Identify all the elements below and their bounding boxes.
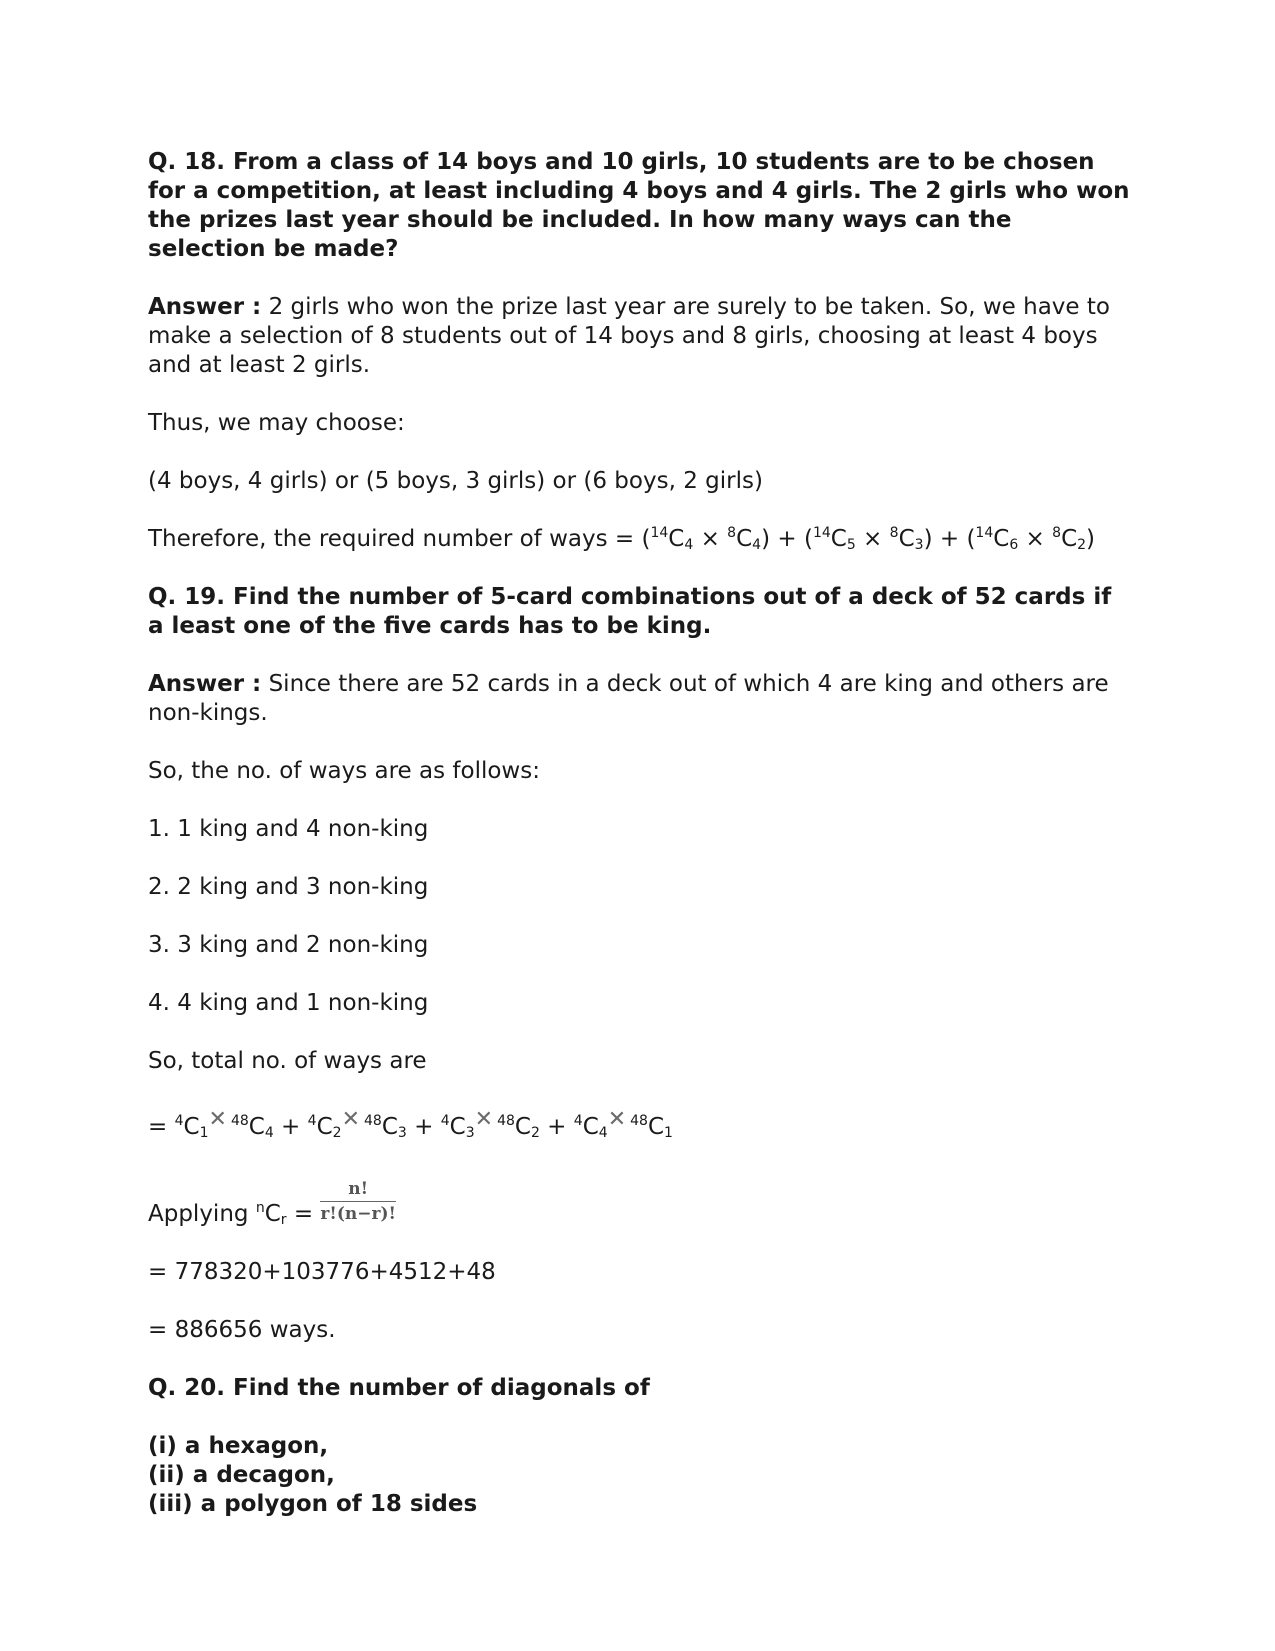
q19-answer-label: Answer : xyxy=(148,671,262,697)
q18-options-line: (4 boys, 4 girls) or (5 boys, 3 girls) or (6 boys, 2 girls) xyxy=(148,468,763,494)
q19-expression: = $^4C_1✕$ $^{48}C_4$ + $^4C_2✕$ $^{48}C_3$ + $^4C_3✕$ $^{48}C_2$ + $^4C_4✕$ $^{48}C_1$ xyxy=(148,1107,673,1141)
q19-applying-line: Applying $^nC_r$ = $\frac{n!}{r!(n-r)!}$ xyxy=(148,1179,396,1228)
fraction-numerator: n! xyxy=(320,1179,396,1202)
q19-sum-line: = 778320+103776+4512+48 xyxy=(148,1259,496,1285)
fraction-denominator: r!(n−r)! xyxy=(320,1204,396,1224)
q18-therefore-text: Therefore, the required number of ways = xyxy=(148,526,642,552)
q18-formula: $(^{14}C_4 \times ^8C_4) + (^{14}C_5 \times ^8C_3) + (^{14}C_6 \times ^8C_2)$ xyxy=(641,525,1096,553)
multiply-icon: ✕ xyxy=(474,1107,494,1132)
multiply-icon: ✕ xyxy=(208,1107,227,1132)
q19-item-4: 4. 4 king and 1 non-king xyxy=(148,990,429,1016)
combination-formula-fraction xyxy=(320,1179,396,1224)
q18-answer-label: Answer : xyxy=(148,294,262,320)
q19-question: Q. 19. Find the number of 5-card combinations out of a deck of 52 cards if a least one of the five cards has to be king. xyxy=(148,584,1112,639)
q19-total-line: So, total no. of ways are xyxy=(148,1048,427,1074)
q20-question: Q. 20. Find the number of diagonals of xyxy=(148,1375,650,1401)
q18-answer xyxy=(148,293,1133,380)
q19-item-2: 2. 2 king and 3 non-king xyxy=(148,874,429,900)
q20-part-1: (i) a hexagon, xyxy=(148,1433,329,1459)
q19-answer-text: Since there are 52 cards in a deck out of which 4 are king and others are non-kings. xyxy=(148,671,1109,726)
q20-part-3: (iii) a polygon of 18 sides xyxy=(148,1491,478,1517)
q18-answer-text: 2 girls who won the prize last year are surely to be taken. So, we have to make a selection of 8 students out of 14 boys and 8 girls, choosing at least 4 boys and at least 2 girls. xyxy=(148,294,1110,378)
q19-item-3: 3. 3 king and 2 non-king xyxy=(148,932,429,958)
q18-question: Q. 18. From a class of 14 boys and 10 girls, 10 students are to be chosen for a competition, at least including 4 boys and 4 girls. The 2 girls who won the prizes last year should be included. In how many ways can the selection be made? xyxy=(148,149,1130,262)
q19-item-1: 1. 1 king and 4 non-king xyxy=(148,816,429,842)
page-content xyxy=(148,148,1133,1519)
q18-thus-line: Thus, we may choose: xyxy=(148,410,405,436)
q20-part-2: (ii) a decagon, xyxy=(148,1462,335,1488)
multiply-icon: ✕ xyxy=(607,1107,627,1132)
q19-ways-line: So, the no. of ways are as follows: xyxy=(148,758,540,784)
q19-result-line: = 886656 ways. xyxy=(148,1317,336,1343)
q19-answer xyxy=(148,670,1133,728)
multiply-icon: ✕ xyxy=(341,1107,360,1132)
q18-therefore-line xyxy=(148,525,1133,554)
